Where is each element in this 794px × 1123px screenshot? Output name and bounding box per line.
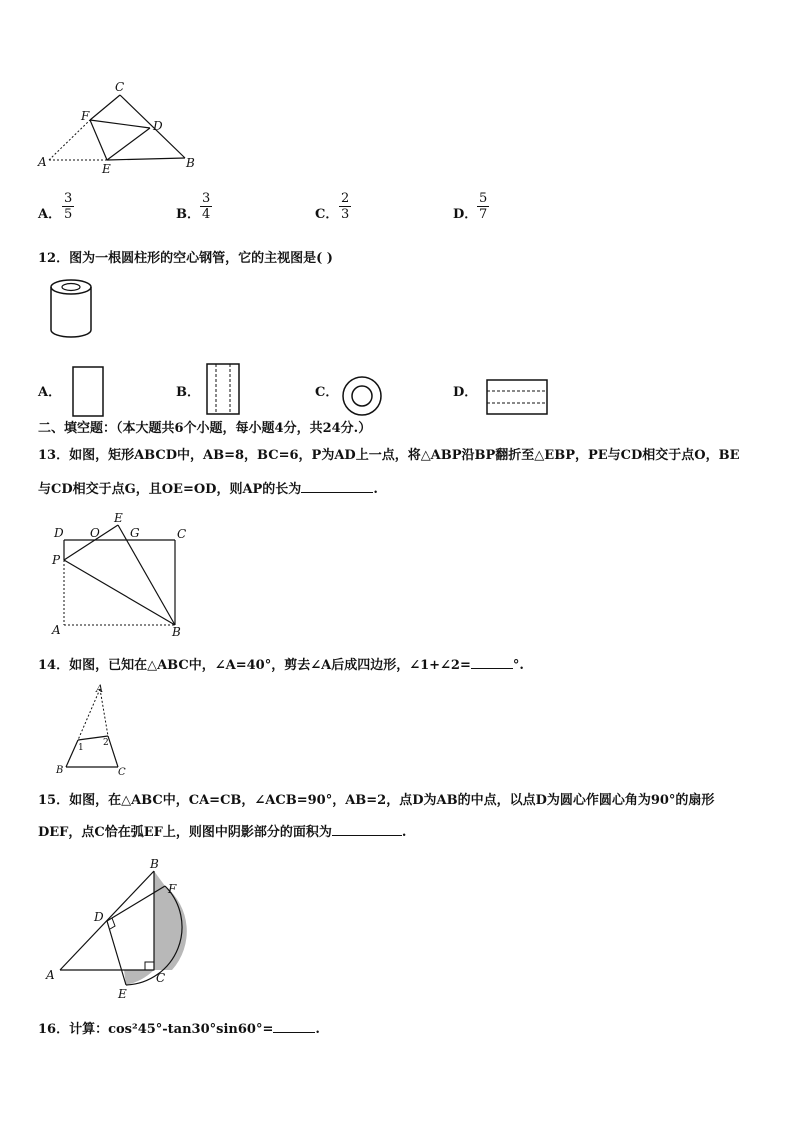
q15-label-c: C	[156, 971, 166, 985]
q12-option-d: D．	[453, 385, 478, 400]
q14-label-c: C	[118, 767, 126, 778]
q15-question-line2: DEF，点C恰在弧EF上，则图中阴影部分的面积为 .	[38, 825, 407, 840]
q13-answer-blank[interactable]	[301, 480, 373, 493]
q13-question-line1: 13．如图，矩形ABCD中，AB=8，BC=6，P为AD上一点，将△ABP沿BP翻折至△EBP，PE与CD相交于点O，BE	[38, 448, 740, 463]
q12-option-c-figure	[340, 374, 384, 418]
q12-option-b-figure	[204, 363, 244, 417]
q14-label-b: B	[56, 765, 64, 776]
q12-option-d-figure	[484, 378, 550, 418]
q16-answer-blank[interactable]	[273, 1020, 315, 1033]
q12-cylinder-figure	[48, 276, 98, 340]
q15-figure	[40, 856, 190, 1004]
q11-option-b: B．	[176, 207, 200, 222]
q13-label-c: C	[177, 527, 187, 541]
q12-option-a: A．	[38, 385, 62, 400]
q14-label-2: 2	[103, 738, 109, 748]
q13-label-p: P	[52, 553, 61, 567]
q11-option-c-fraction: $\frac{2}{3}$	[341, 191, 350, 222]
q11-label-b: B	[186, 156, 195, 170]
q12-option-c: C．	[315, 385, 339, 400]
q14-figure	[52, 683, 136, 779]
section-heading: 二、填空题：（本大题共6个小题，每小题4分，共24分.）	[38, 421, 372, 436]
q11-figure	[30, 76, 210, 176]
q11-label-f: F	[81, 109, 90, 123]
q11-option-a: A．	[38, 207, 62, 222]
q11-option-d-fraction: $\frac{5}{7}$	[479, 191, 488, 222]
q13-figure	[46, 508, 196, 640]
q13-label-d: D	[54, 526, 64, 540]
q13-label-b: B	[172, 625, 181, 639]
q13-label-o: O	[90, 526, 100, 540]
q15-label-e: E	[118, 987, 127, 1001]
q11-label-e: E	[102, 162, 111, 176]
q14-answer-blank[interactable]	[471, 656, 513, 669]
q12-option-a-figure	[68, 366, 108, 418]
q11-option-c: C．	[315, 207, 339, 222]
q15-label-f: F	[168, 882, 177, 896]
q15-question-line1: 15．如图，在△ABC中，CA=CB，∠ACB=90°，AB=2，点D为AB的中点，以点D为圆心作圆心角为90°的扇形	[38, 793, 715, 808]
q15-label-b: B	[150, 857, 159, 871]
q14-label-1: 1	[78, 743, 84, 753]
q11-option-d: D．	[453, 207, 478, 222]
q15-label-d: D	[94, 910, 104, 924]
q14-question-text: 14．如图，已知在△ABC中，∠A=40°，剪去∠A后成四边形，∠1+∠2= °.	[38, 658, 524, 673]
q11-option-a-fraction: $\frac{3}{5}$	[64, 191, 73, 222]
q11-label-a: A	[38, 155, 47, 169]
q12-option-b: B．	[176, 385, 200, 400]
q12-question-text: 12．图为一根圆柱形的空心钢管，它的主视图是( )	[38, 251, 333, 266]
q14-label-a: A	[96, 684, 104, 695]
q16-question-text: 16．计算：cos²45°-tan30°sin60°= .	[38, 1022, 320, 1037]
q13-label-e: E	[114, 511, 123, 525]
q13-question-line2: 与CD相交于点G，且OE=OD，则AP的长为 .	[38, 482, 378, 497]
q15-answer-blank[interactable]	[332, 823, 402, 836]
q11-label-c: C	[115, 80, 125, 94]
q13-label-a: A	[52, 623, 61, 637]
q15-label-a: A	[46, 968, 55, 982]
q11-label-d: D	[153, 119, 163, 133]
q11-option-b-fraction: $\frac{3}{4}$	[202, 191, 211, 222]
q13-label-g: G	[130, 526, 140, 540]
